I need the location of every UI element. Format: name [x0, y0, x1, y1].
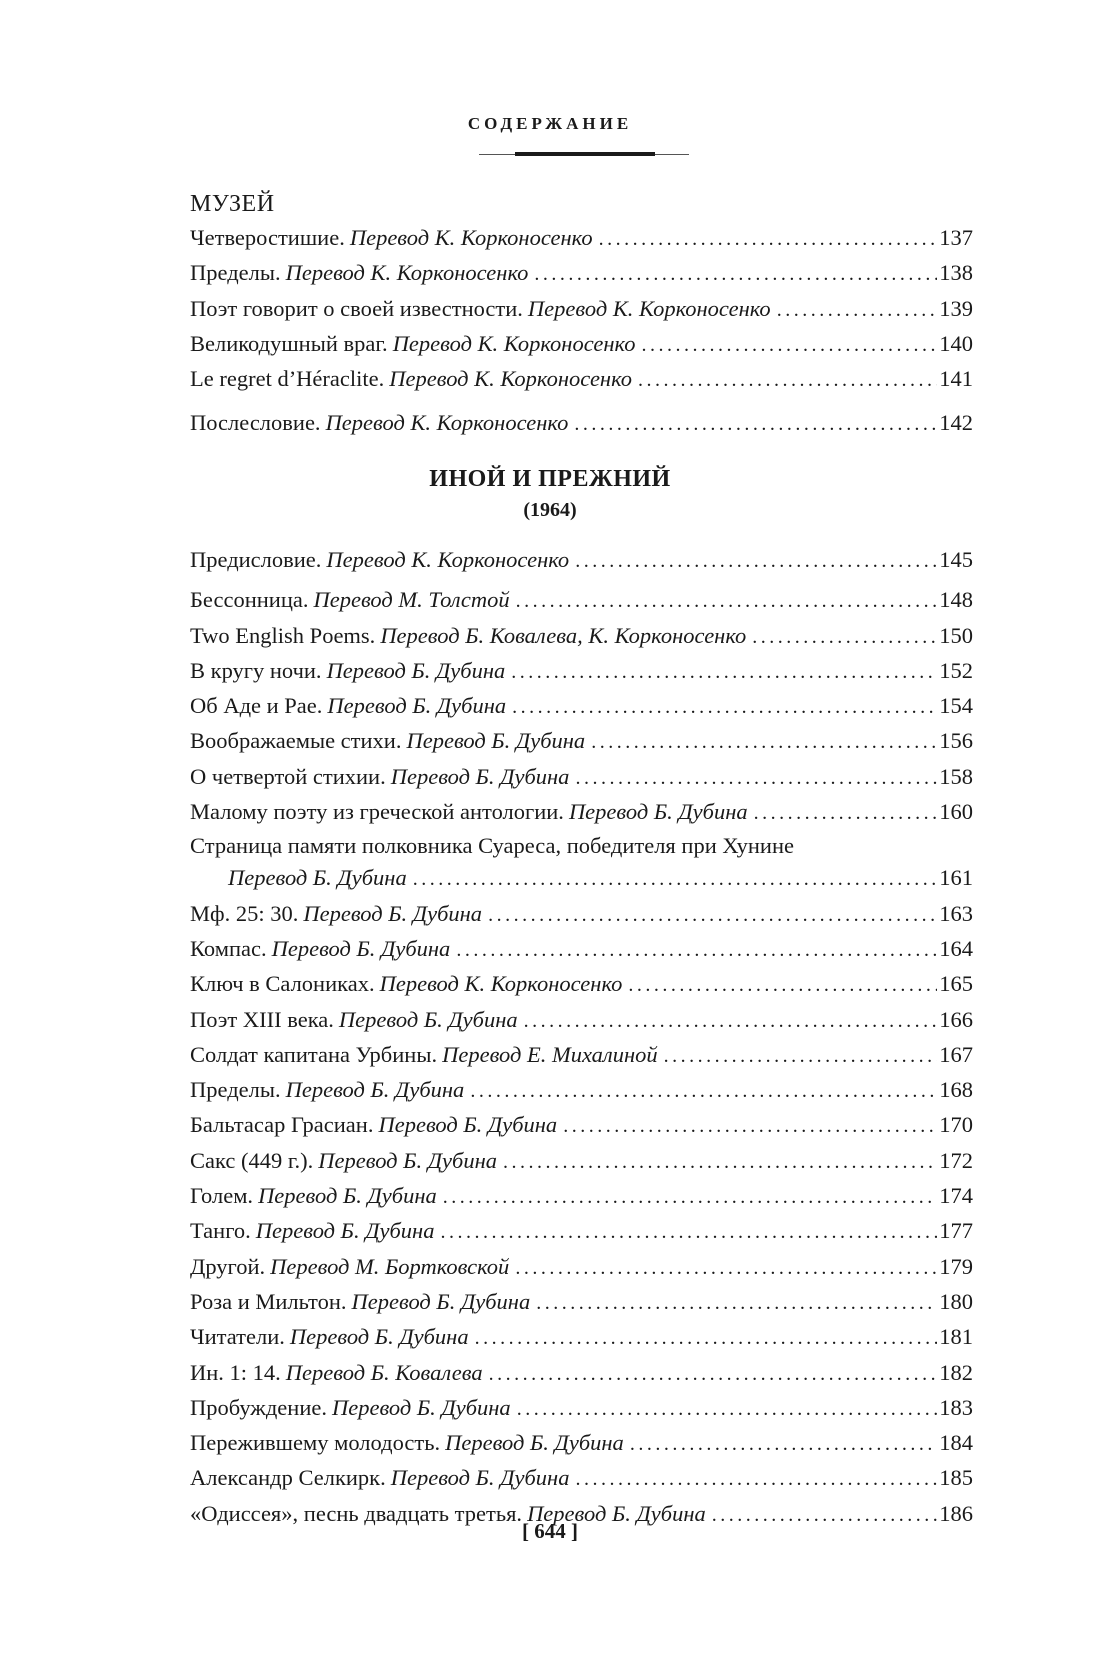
entry-page: 165	[939, 971, 973, 997]
entry-translator: Перевод Б. Ковалева, К. Корконосенко	[380, 622, 747, 648]
entry-translator: Перевод К. Корконосенко	[389, 366, 633, 392]
entry-page: 150	[939, 622, 973, 648]
toc-list	[190, 221, 973, 442]
entry-translator: Перевод М. Бортковской	[270, 1253, 510, 1279]
dot-leader	[515, 1252, 937, 1285]
dot-leader	[517, 1393, 938, 1426]
dot-leader	[563, 1110, 937, 1143]
dot-leader	[575, 762, 937, 795]
entry-continuation	[190, 861, 973, 896]
entry-page: 179	[939, 1253, 973, 1279]
dot-leader	[754, 797, 938, 830]
entry-title: Поэт говорит о своей известности.	[190, 295, 523, 321]
entry-page: 141	[939, 366, 973, 392]
entry-title: Роза и Мильтон.	[190, 1288, 347, 1314]
entry-page: 166	[939, 1006, 973, 1032]
entry-page: 163	[939, 900, 973, 926]
toc-entry	[190, 1285, 973, 1320]
toc-entry	[190, 619, 973, 654]
entry-page: 186	[939, 1500, 973, 1526]
entry-title: Четверостишие.	[190, 225, 345, 250]
dot-leader	[534, 258, 937, 291]
entry-translator: Перевод Б. Дубина	[327, 693, 507, 719]
entry-translator: Перевод Е. Михалиной	[442, 1041, 658, 1067]
entry-title: Поэт XIII века.	[190, 1006, 334, 1032]
entry-page: 184	[939, 1430, 973, 1456]
dot-leader	[641, 329, 937, 362]
entry-title: О четвертой стихии.	[190, 763, 386, 789]
entry-title: Солдат капитана Урбины.	[190, 1041, 438, 1067]
entry-translator: Перевод Б. Дубина	[271, 935, 451, 961]
toc-entry	[190, 1108, 973, 1143]
entry-page: 167	[939, 1041, 973, 1067]
dot-leader	[574, 408, 937, 441]
entry-translator: Перевод Б. Дубина	[445, 1430, 624, 1456]
entry-translator: Перевод Б. Дубина	[390, 1465, 570, 1491]
entry-title: Пределы.	[190, 260, 281, 286]
toc-entry-afterword	[190, 406, 973, 441]
entry-translator: Перевод Б. Дубина	[228, 865, 407, 891]
entry-page: 183	[939, 1394, 973, 1420]
dot-leader	[516, 585, 938, 618]
entry-page: 185	[939, 1465, 973, 1491]
toc-entry	[190, 1144, 973, 1179]
toc-entry	[190, 795, 973, 830]
entry-page: 145	[939, 547, 973, 572]
entry-title: Пробуждение.	[190, 1394, 327, 1420]
dot-leader	[488, 899, 937, 932]
entry-page: 170	[939, 1112, 973, 1138]
entry-translator: Перевод М. Толстой	[313, 587, 510, 613]
entry-page: 137	[939, 225, 973, 250]
dot-leader	[664, 1040, 938, 1073]
dot-leader	[536, 1287, 937, 1320]
entry-page: 138	[939, 260, 973, 286]
dot-leader	[489, 1358, 938, 1391]
entry-page: 177	[939, 1218, 973, 1244]
entry-page: 152	[939, 657, 973, 683]
entry-translator: Перевод Б. Дубина	[527, 1500, 706, 1526]
toc-entry	[190, 1356, 973, 1391]
toc-section-museum	[190, 188, 973, 442]
entry-title: Ин. 1: 14.	[190, 1359, 281, 1385]
section-label: МУЗЕЙ	[190, 191, 275, 217]
toc-entry	[190, 327, 973, 362]
entry-page: 182	[939, 1359, 973, 1385]
entry-title: Послесловие.	[190, 410, 321, 436]
dot-leader	[512, 691, 937, 724]
entry-title: Голем.	[190, 1183, 254, 1209]
entry-translator: Перевод К. Корконосенко	[325, 410, 569, 436]
entry-translator: Перевод К. Корконосенко	[379, 971, 623, 997]
entry-page: 180	[939, 1288, 973, 1314]
entry-translator: Перевод Б. Дубина	[568, 799, 748, 825]
toc-entry	[190, 292, 973, 327]
dot-leader	[456, 934, 937, 967]
dot-leader	[638, 364, 937, 397]
dot-leader	[575, 545, 937, 578]
dot-leader	[575, 1463, 937, 1496]
entry-title: Мф. 25: 30.	[190, 900, 299, 926]
entry-page: 140	[939, 330, 973, 356]
toc-entry	[190, 1426, 973, 1461]
entry-translator: Перевод Б. Дубина	[338, 1006, 518, 1032]
entry-translator: Перевод Б. Дубина	[351, 1288, 531, 1314]
dot-leader	[413, 863, 938, 896]
entry-title: «Одиссея», песнь двадцать третья.	[190, 1500, 523, 1526]
toc-entry	[190, 256, 973, 291]
toc-entry	[190, 1391, 973, 1426]
toc-entry-preface	[190, 543, 973, 578]
entry-title: Великодушный враг.	[190, 330, 388, 356]
entry-translator: Перевод К. Корконосенко	[285, 260, 529, 286]
entry-title: Другой.	[190, 1253, 266, 1279]
entry-page: 174	[939, 1183, 973, 1209]
entry-translator: Перевод К. Корконосенко	[349, 225, 593, 250]
entry-page: 154	[939, 693, 973, 719]
toc-entry	[190, 221, 973, 256]
toc-entry	[190, 760, 973, 795]
book-year: (1964)	[523, 499, 577, 521]
entry-title: Александр Селкирк.	[190, 1465, 386, 1491]
entry-translator: Перевод К. Корконосенко	[392, 330, 636, 356]
entry-translator: Перевод Б. Дубина	[303, 900, 483, 926]
toc-entry-two-line	[190, 830, 973, 896]
entry-title: Бессонница.	[190, 587, 309, 613]
toc-entry	[190, 932, 973, 967]
entry-page: 164	[939, 935, 973, 961]
toc-entry	[190, 897, 973, 932]
toc-entry	[190, 1214, 973, 1249]
dot-leader	[630, 1428, 937, 1461]
entry-translator: Перевод Б. Дубина	[285, 1077, 465, 1103]
entry-page: 148	[939, 587, 973, 613]
dot-leader	[628, 969, 937, 1002]
toc-entry	[190, 1250, 973, 1285]
entry-title: Бальтасар Грасиан.	[190, 1112, 374, 1138]
toc-entry	[190, 654, 973, 689]
header-rule-accent	[515, 152, 655, 156]
toc-entry	[190, 362, 973, 397]
entry-title: В кругу ночи.	[190, 657, 322, 683]
dot-leader	[524, 1005, 938, 1038]
entry-page: 158	[939, 763, 973, 789]
entry-title: Компас.	[190, 935, 267, 961]
entry-title: Страница памяти полковника Суареса, победителя при Хунине	[190, 833, 794, 859]
entry-title: Предисловие.	[190, 547, 322, 572]
entry-title: Пережившему молодость.	[190, 1430, 441, 1456]
entry-page: 172	[939, 1147, 973, 1173]
toc-entry	[190, 1320, 973, 1355]
entry-title: Пределы.	[190, 1077, 281, 1103]
entry-translator: Перевод К. Корконосенко	[326, 547, 570, 572]
entry-page: 160	[939, 799, 973, 825]
dot-leader	[443, 1181, 937, 1214]
entry-translator: Перевод Б. Дубина	[255, 1218, 435, 1244]
entry-title: Малому поэту из греческой антологии.	[190, 799, 564, 825]
entry-translator: Перевод Б. Дубина	[326, 657, 506, 683]
entry-page: 156	[939, 728, 973, 754]
entry-translator: Перевод Б. Дубина	[331, 1394, 511, 1420]
dot-leader	[777, 294, 938, 327]
entry-title: Об Аде и Рае.	[190, 693, 323, 719]
entry-translator: Перевод Б. Дубина	[258, 1183, 437, 1209]
dot-leader	[599, 223, 938, 256]
running-head: СОДЕРЖАНИЕ	[467, 114, 633, 133]
toc-entry	[190, 1461, 973, 1496]
entry-title: Читатели.	[190, 1324, 285, 1350]
entry-page: 161	[939, 865, 973, 891]
toc-entry	[190, 1003, 973, 1038]
toc-entry	[190, 724, 973, 759]
entry-title: Ключ в Салониках.	[190, 971, 375, 997]
entry-translator: Перевод Б. Дубина	[289, 1324, 469, 1350]
entry-translator: Перевод Б. Дубина	[318, 1147, 497, 1173]
entry-translator: Перевод Б. Дубина	[390, 763, 570, 789]
dot-leader	[752, 621, 937, 654]
entry-title: Сакс (449 г.).	[190, 1147, 314, 1173]
entry-title: Танго.	[190, 1218, 251, 1244]
entry-translator: Перевод Б. Дубина	[378, 1112, 558, 1138]
dot-leader	[475, 1322, 938, 1355]
dot-leader	[591, 726, 937, 759]
entry-title: Le regret d’Héraclite.	[190, 366, 385, 392]
book-title: ИНОЙ И ПРЕЖНИЙ	[429, 466, 671, 492]
toc-entry	[190, 1073, 973, 1108]
toc-entry	[190, 1038, 973, 1073]
entry-page: 168	[939, 1077, 973, 1103]
toc-entry	[190, 967, 973, 1002]
entry-page: 181	[939, 1324, 973, 1350]
dot-leader	[440, 1216, 937, 1249]
entry-translator: Перевод Б. Ковалева	[285, 1359, 483, 1385]
entry-title: Воображаемые стихи.	[190, 728, 402, 754]
dot-leader	[503, 1146, 937, 1179]
entry-translator: Перевод К. Корконосенко	[527, 295, 771, 321]
entry-title: Two English Poems.	[190, 622, 376, 648]
toc-section-book	[190, 543, 973, 1532]
page-number: [ 644 ]	[522, 1519, 578, 1543]
toc-entry	[190, 689, 973, 724]
toc-entry	[190, 1179, 973, 1214]
dot-leader	[470, 1075, 937, 1108]
entry-translator: Перевод Б. Дубина	[406, 728, 586, 754]
entry-page: 139	[939, 295, 973, 321]
toc-entry	[190, 583, 973, 618]
dot-leader	[511, 656, 937, 689]
entry-page: 142	[939, 410, 973, 436]
